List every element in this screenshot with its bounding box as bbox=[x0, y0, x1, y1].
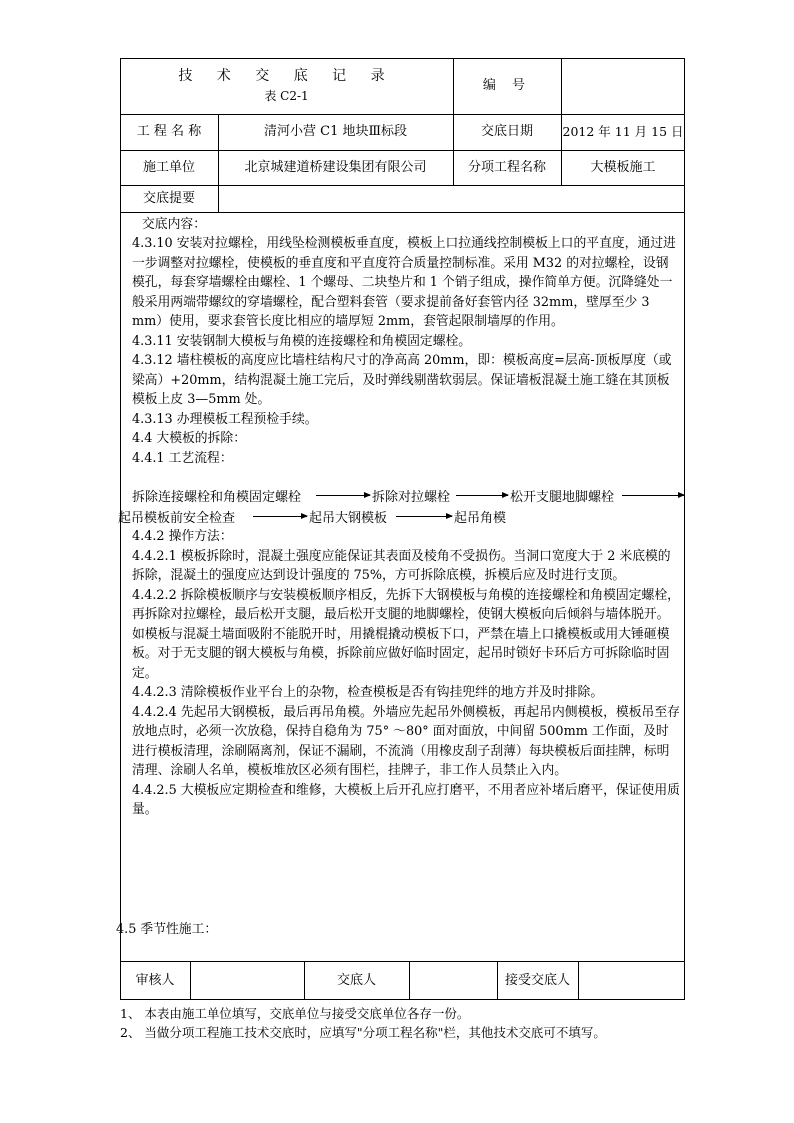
paragraph: 4.4.2 操作方法： bbox=[132, 529, 233, 544]
paragraph: 4.4.2.3 清除模板作业平台上的杂物，检查模板是否有钩挂兜绊的地方并及时排除。 bbox=[132, 685, 604, 700]
row-divider bbox=[120, 212, 685, 213]
paragraph: 4.4.2.1 模板拆除时，混凝土强度应能保证其表面及棱角不受损伤。当洞口宽度大于 2 米底模的拆除，混凝土的强度应达到设计强度的 75%，方可拆除底模，拆模后应及时进行支顶。 bbox=[132, 548, 671, 583]
flow-step-6: 起吊角模 bbox=[454, 511, 507, 526]
flow-arrow bbox=[396, 516, 452, 517]
title-cell bbox=[120, 58, 453, 114]
project-name-label: 工 程 名 称 bbox=[136, 124, 202, 139]
disclosure-form bbox=[116, 58, 685, 1000]
receiver-value[interactable] bbox=[578, 961, 685, 1000]
flow-step-4: 起吊模板前安全检查 bbox=[118, 511, 236, 526]
paragraph: 4.4.1 工艺流程： bbox=[132, 450, 233, 466]
paragraph: 4.4.2.5 大模板应定期检查和维修，大模板上后开孔应打磨平，不用者应补堵后磨平，保证使用质量。 bbox=[132, 782, 680, 817]
date-label: 交底日期 bbox=[480, 124, 533, 139]
seasonal-heading: 4.5 季节性施工： bbox=[116, 922, 218, 937]
receiver-label: 接受交底人 bbox=[504, 972, 570, 988]
note-item: 1、 本表由施工单位填写，交底单位与接受交底单位各存一份。 bbox=[120, 1006, 470, 1021]
flow-step-1: 拆除连接螺栓和角模固定螺栓 bbox=[132, 490, 302, 505]
flow-arrow bbox=[456, 495, 508, 496]
content-block-1 bbox=[132, 234, 680, 468]
form-title: 技 术 交 底 记 录 bbox=[178, 68, 395, 84]
summary-value[interactable] bbox=[218, 185, 685, 212]
summary-label: 交底提要 bbox=[142, 190, 195, 206]
paragraph: 4.3.11 安装钢制大模板与角模的连接螺栓和角模固定螺栓。 bbox=[132, 333, 472, 349]
number-label: 编 号 bbox=[482, 78, 532, 93]
reviewer-value[interactable] bbox=[190, 961, 304, 1000]
form-code: 表 C2-1 bbox=[264, 89, 309, 103]
paragraph: 4.4 大模板的拆除： bbox=[132, 431, 246, 446]
note-item: 2、 当做分项工程施工技术交底时，应填写"分项工程名称"栏，其他技术交底可不填写。 bbox=[120, 1025, 606, 1040]
construction-unit-value[interactable]: 北京城建道桥建设集团有限公司 bbox=[244, 159, 427, 175]
paragraph: 4.3.13 办理模板工程预检手续。 bbox=[132, 411, 318, 427]
flow-step-3: 松开支腿地脚螺栓 bbox=[510, 490, 615, 505]
construction-unit-label: 施工单位 bbox=[142, 159, 195, 175]
content-block-2 bbox=[132, 527, 680, 820]
flow-arrow bbox=[253, 516, 307, 517]
form-notes bbox=[120, 1004, 700, 1042]
flow-arrow bbox=[316, 495, 370, 496]
flow-step-2: 拆除对拉螺栓 bbox=[372, 490, 451, 505]
flow-step-5: 起吊大钢模板 bbox=[309, 511, 388, 526]
reviewer-label: 审核人 bbox=[135, 972, 175, 988]
sub-project-label: 分项工程名称 bbox=[467, 159, 546, 175]
paragraph: 4.3.10 安装对拉螺栓，用线坠检测模板垂直度，模板上口拉通线控制模板上口的平直度，通过进一步调整对拉螺栓，使模板的垂直度和平直度符合质量控制标准。采用 M32 的对拉螺栓，设钢模孔，每套穿墙螺栓由螺栓、1 个螺母、二块垫片和 1 个销子组成，操作简单方便。沉降缝处一般采用两端带螺纹的穿墙螺栓，配合塑料套管（要求提前备好套管内径 32mm，壁厚至少 3 mm）使用，要求套管长度比相应的墙厚短 2mm，套管起限制墙厚的作用。 bbox=[132, 236, 676, 329]
paragraph: 4.4.2.4 先起吊大钢模板，最后再吊角模。外墙应先起吊外侧模板，再起吊内侧模板，模板吊至存放地点时，必须一次放稳，保持自稳角为 75° ～80° 面对面放，中间留 500mm 工作面，及时进行模板清理，涂刷隔离剂，保证不漏刷，不流淌（用橡皮刮子刮薄）每块模板后面挂牌，标明清理、涂刷人名单，模板堆放区必须有围栏，挂牌子，非工作人员禁止入内。 bbox=[132, 704, 680, 778]
discloser-value[interactable] bbox=[409, 961, 497, 1000]
number-value[interactable] bbox=[561, 58, 685, 114]
paragraph: 4.3.12 墙柱模板的高度应比墙柱结构尺寸的净高高 20mm，即：模板高度=层高-顶板厚度（或梁高）+20mm，结构混凝土施工完后，及时弹线剔凿软弱层。保证墙板混凝土施工缝在其顶板模板上皮 3—5mm 处。 bbox=[132, 353, 672, 407]
paragraph: 4.4.2.2 拆除模板顺序与安装模板顺序相反，先拆下大钢模板与角模的连接螺栓和角模固定螺栓，再拆除对拉螺栓，最后松开支腿，最后松开支腿的地脚螺栓，使钢大模板向后倾斜与墙体脱开。如模板与混凝土墙面吸附不能脱开时，用撬棍撬动模板下口，严禁在墙上口撬模板或用大锤砸模板。对于无支腿的钢大模板与角模，拆除前应做好临时固定，起吊时锁好卡环后方可拆除临时固定。 bbox=[132, 587, 680, 681]
content-heading: 交底内容： bbox=[142, 217, 206, 232]
discloser-label: 交底人 bbox=[336, 972, 376, 988]
sub-project-value[interactable]: 大模板施工 bbox=[590, 159, 656, 175]
flow-arrow bbox=[622, 495, 684, 496]
date-value[interactable]: 2012 年 11 月 15 日 bbox=[562, 124, 684, 139]
project-name-value[interactable]: 清河小营 C1 地块Ⅲ标段 bbox=[263, 124, 408, 139]
